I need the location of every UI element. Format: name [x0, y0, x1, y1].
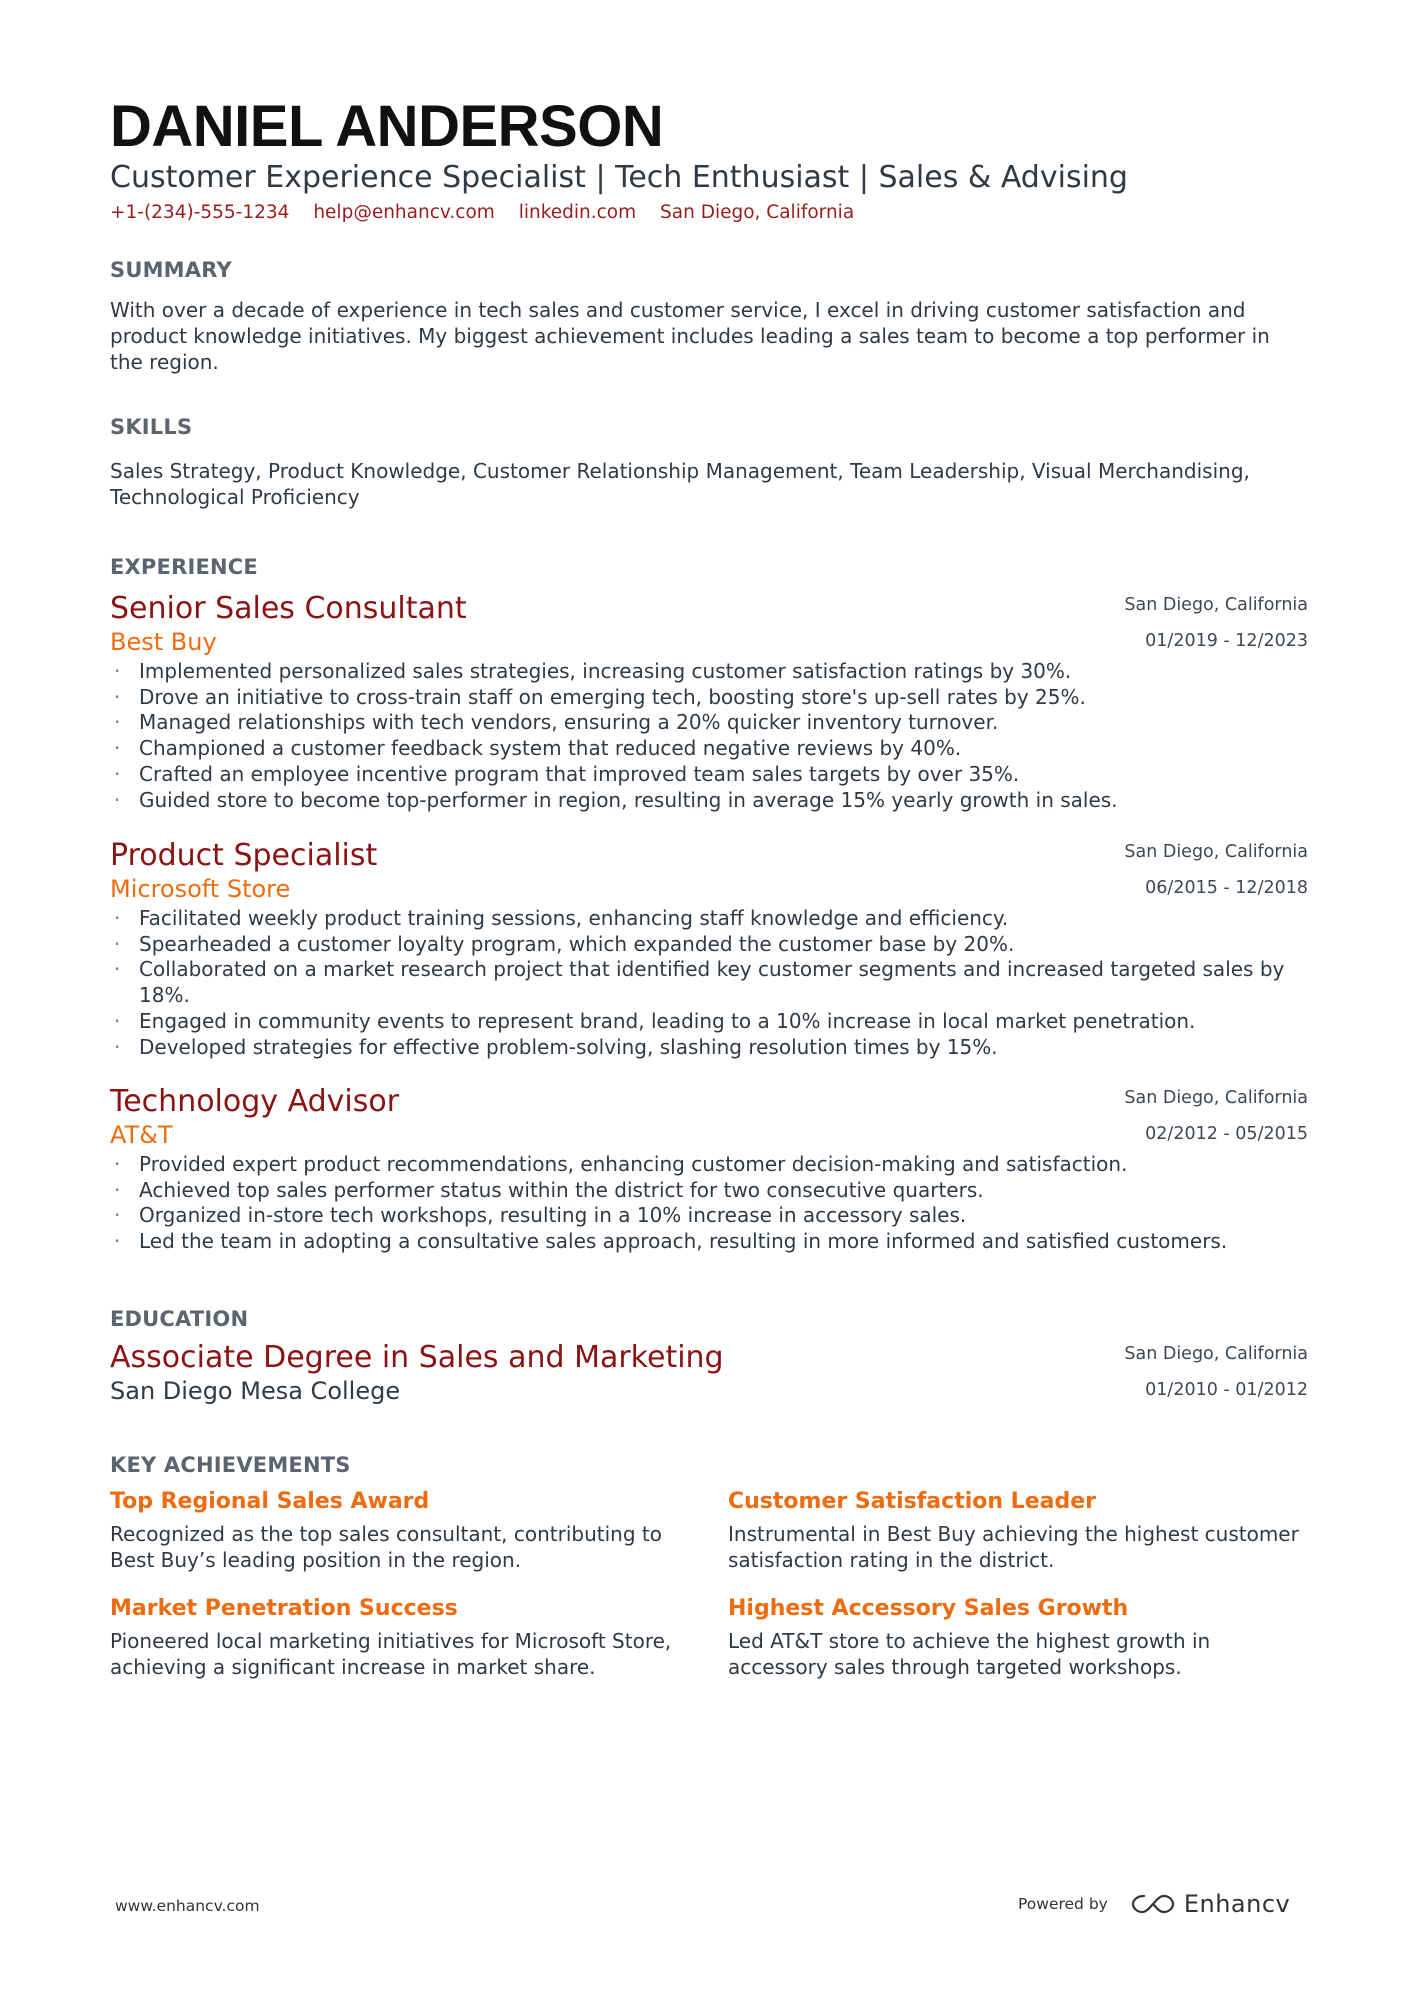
footer-website-link[interactable]: www.enhancv.com [115, 1897, 260, 1915]
job-entry [110, 591, 1308, 813]
job-location: San Diego, California [1124, 842, 1308, 862]
job-company: AT&T [110, 1121, 173, 1149]
job-bullet: · Achieved top sales performer status within the district for two consecutive quarters. [110, 1178, 1308, 1204]
education-dates: 01/2010 - 01/2012 [1145, 1380, 1308, 1400]
job-dates: 06/2015 - 12/2018 [1145, 878, 1308, 898]
job-bullet: · Led the team in adopting a consultative sales approach, resulting in more informed and satisfied customers. [110, 1229, 1308, 1255]
job-bullet: · Facilitated weekly product training sessions, enhancing staff knowledge and efficiency. [110, 906, 1308, 932]
email-link[interactable]: help@enhancv.com [313, 202, 495, 223]
summary-text: With over a decade of experience in tech sales and customer service, I excel in driving customer satisfaction and product knowledge initiatives. My biggest achievement includes leading a sales team to become a top performer in the region. [110, 298, 1270, 374]
education-degree: Associate Degree in Sales and Marketing [110, 1340, 724, 1375]
linkedin-link[interactable]: linkedin.com [518, 202, 637, 223]
achievement-title: Highest Accessory Sales Growth [728, 1596, 1129, 1621]
job-dates: 01/2019 - 12/2023 [1145, 631, 1308, 651]
job-bullets [110, 659, 1308, 813]
achievement-desc: Pioneered local marketing initiatives for Microsoft Store, achieving a significant increase in market share. [110, 1629, 672, 1679]
education-entry [110, 1340, 1308, 1406]
achievement-desc: Instrumental in Best Buy achieving the highest customer satisfaction rating in the district. [728, 1522, 1299, 1572]
job-entry [110, 1084, 1308, 1255]
skills-heading: SKILLS [110, 415, 193, 439]
achievement-item [728, 1594, 1303, 1680]
job-bullet: · Implemented personalized sales strategies, increasing customer satisfaction ratings by 30%. [110, 659, 1308, 685]
achievement-item [728, 1487, 1303, 1573]
skills-text: Sales Strategy, Product Knowledge, Customer Relationship Management, Team Leadership, Visual Merchandising, Technological Proficiency [110, 459, 1250, 509]
experience-heading: EXPERIENCE [110, 555, 258, 579]
achievements-heading: KEY ACHIEVEMENTS [110, 1453, 351, 1477]
job-title: Senior Sales Consultant [110, 591, 467, 626]
candidate-headline: Customer Experience Specialist | Tech Enthusiast | Sales & Advising [110, 160, 1128, 195]
job-entry [110, 838, 1308, 1060]
job-dates: 02/2012 - 05/2015 [1145, 1124, 1308, 1144]
job-bullet: · Collaborated on a market research project that identified key customer segments and increased targeted sales by 18%. [110, 957, 1308, 1008]
education-location: San Diego, California [1124, 1344, 1308, 1364]
job-location: San Diego, California [1124, 595, 1308, 615]
location-text: San Diego, California [660, 202, 855, 223]
achievement-title: Market Penetration Success [110, 1596, 458, 1621]
achievement-desc: Led AT&T store to achieve the highest growth in accessory sales through targeted workshops. [728, 1629, 1211, 1679]
job-bullet: · Provided expert product recommendations, enhancing customer decision-making and satisfaction. [110, 1152, 1308, 1178]
job-bullet: · Engaged in community events to represent brand, leading to a 10% increase in local market penetration. [110, 1009, 1308, 1035]
job-bullet: · Managed relationships with tech vendors, ensuring a 20% quicker inventory turnover. [110, 710, 1308, 736]
candidate-name: DANIEL ANDERSON [110, 94, 664, 159]
achievement-item [110, 1487, 685, 1573]
job-bullet: · Spearheaded a customer loyalty program, which expanded the customer base by 20%. [110, 932, 1308, 958]
achievement-title: Top Regional Sales Award [110, 1489, 430, 1514]
job-bullets [110, 1152, 1308, 1255]
contact-bar [110, 202, 872, 223]
job-bullets [110, 906, 1308, 1060]
job-bullet: · Championed a customer feedback system that reduced negative reviews by 40%. [110, 736, 1308, 762]
achievement-title: Customer Satisfaction Leader [728, 1489, 1096, 1514]
job-bullet: · Developed strategies for effective problem-solving, slashing resolution times by 15%. [110, 1035, 1308, 1061]
job-location: San Diego, California [1124, 1088, 1308, 1108]
powered-by-text: Powered by [1018, 1895, 1108, 1913]
achievement-item [110, 1594, 685, 1680]
job-bullet: · Crafted an employee incentive program that improved team sales targets by over 35%. [110, 762, 1308, 788]
footer-powered-by [1018, 1890, 1290, 1918]
enhancv-logo-icon [1130, 1891, 1176, 1917]
summary-heading: SUMMARY [110, 258, 232, 282]
job-bullet: · Guided store to become top-performer in region, resulting in average 15% yearly growth in sales. [110, 788, 1308, 814]
job-company: Best Buy [110, 628, 217, 656]
phone-link[interactable]: +1-(234)-555-1234 [110, 202, 290, 223]
enhancv-brand[interactable]: Enhancv [1183, 1890, 1291, 1918]
job-company: Microsoft Store [110, 875, 291, 903]
job-bullet: · Drove an initiative to cross-train staff on emerging tech, boosting store's up-sell rates by 25%. [110, 685, 1308, 711]
education-school: San Diego Mesa College [110, 1377, 401, 1405]
job-bullet: · Organized in-store tech workshops, resulting in a 10% increase in accessory sales. [110, 1203, 1308, 1229]
job-title: Technology Advisor [110, 1084, 400, 1119]
job-title: Product Specialist [110, 838, 378, 873]
achievement-desc: Recognized as the top sales consultant, contributing to Best Buy’s leading position in the region. [110, 1522, 662, 1572]
education-heading: EDUCATION [110, 1307, 249, 1331]
